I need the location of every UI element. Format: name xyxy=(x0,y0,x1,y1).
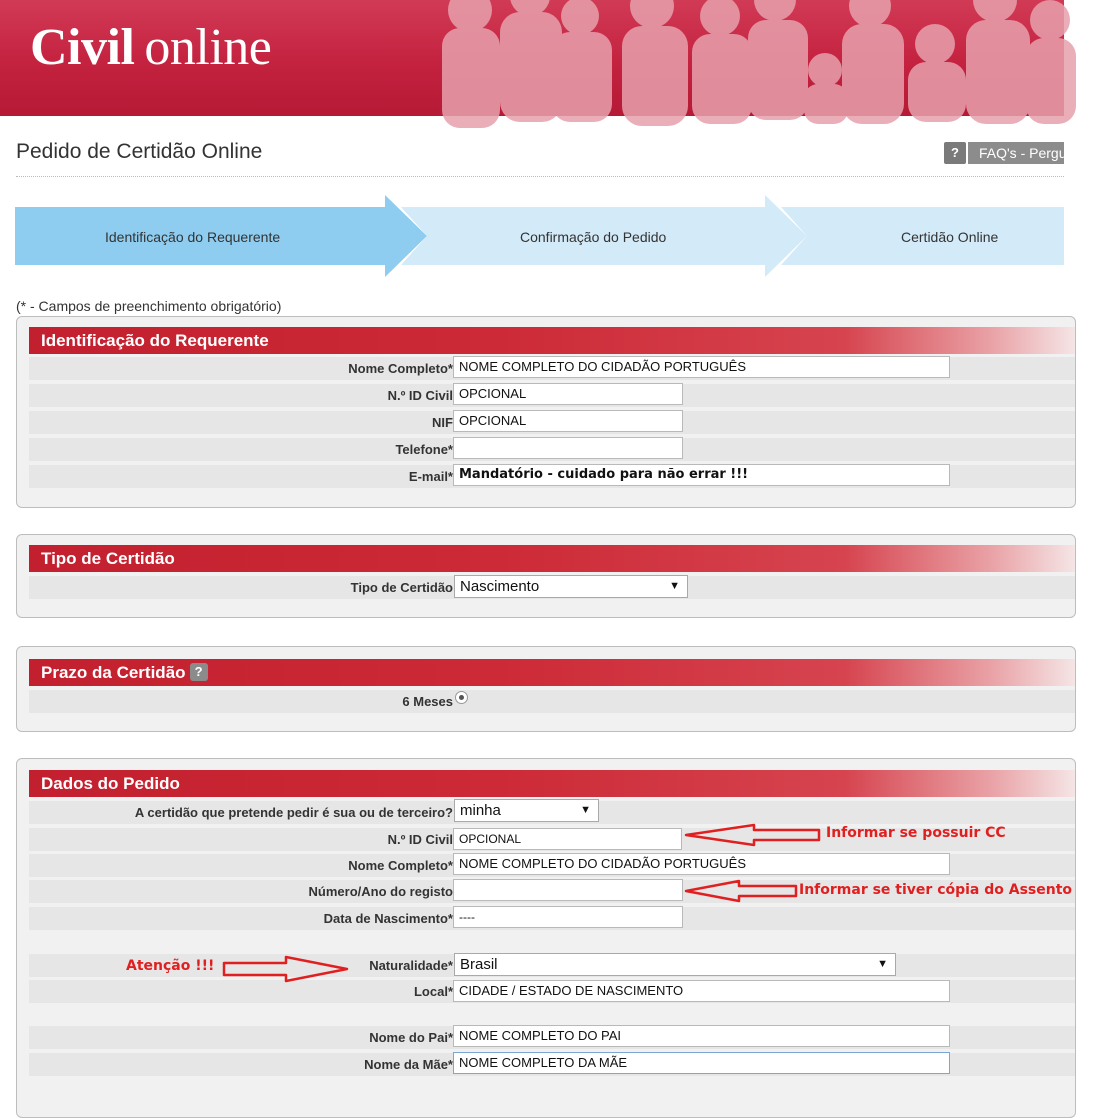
annotation-atencao: Atenção !!! xyxy=(126,958,215,974)
email-label: E-mail* xyxy=(408,469,453,484)
dropdown-arrow-icon: ▼ xyxy=(580,804,591,816)
annotation-arrow-atencao xyxy=(222,957,350,981)
dp-id-civil-input[interactable]: OPCIONAL xyxy=(453,828,682,850)
nif-label: NIF xyxy=(432,415,453,430)
title-divider xyxy=(16,176,1064,177)
logo-normal: online xyxy=(144,19,272,76)
dropdown-arrow-icon: ▼ xyxy=(877,958,888,970)
6-meses-label: 6 Meses xyxy=(402,694,453,709)
dp-nome-completo-input[interactable]: NOME COMPLETO DO CIDADÃO PORTUGUÊS xyxy=(453,853,950,875)
annotation-arrow-assento xyxy=(684,881,799,901)
step-identificacao: Identificação do Requerente xyxy=(105,229,281,245)
dropdown-arrow-icon: ▼ xyxy=(669,580,680,592)
required-fields-note: (* - Campos de preenchimento obrigatório) xyxy=(16,298,282,314)
panel-prazo-certidao xyxy=(16,646,1076,732)
tipo-certidao-select[interactable] xyxy=(454,575,688,598)
progress-steps xyxy=(15,195,1064,277)
data-nascimento-input[interactable]: ---- xyxy=(453,906,683,928)
telefone-label: Telefone* xyxy=(395,442,453,457)
naturalidade-label: Naturalidade* xyxy=(369,958,453,973)
row-6-meses xyxy=(29,690,1075,713)
nome-completo-label: Nome Completo* xyxy=(348,361,453,376)
local-input[interactable]: CIDADE / ESTADO DE NASCIMENTO xyxy=(453,980,950,1002)
step-certidao: Certidão Online xyxy=(901,229,999,245)
help-icon[interactable]: ? xyxy=(190,663,208,681)
tipo-certidao-value: Nascimento xyxy=(460,578,540,595)
email-input[interactable]: Mandatório - cuidado para não errar !!! xyxy=(453,464,950,486)
section-heading xyxy=(29,659,1075,686)
faq-link[interactable]: FAQ's - Perguntas xyxy=(968,142,1064,164)
sua-ou-terceiro-value: minha xyxy=(460,802,501,819)
local-label: Local* xyxy=(413,984,453,999)
nome-pai-input[interactable]: NOME COMPLETO DO PAI xyxy=(453,1025,950,1047)
annotation-cc: Informar se possuir CC xyxy=(826,825,1006,841)
faq-help-icon[interactable]: ? xyxy=(944,142,966,164)
telefone-input[interactable] xyxy=(453,437,683,459)
naturalidade-value: Brasil xyxy=(460,956,498,973)
id-civil-input[interactable]: OPCIONAL xyxy=(453,383,683,405)
civil-online-logo[interactable] xyxy=(30,18,271,78)
6-meses-radio[interactable] xyxy=(455,691,468,704)
tipo-certidao-label: Tipo de Certidão xyxy=(350,580,453,595)
id-civil-label: N.º ID Civil xyxy=(387,388,453,403)
nome-pai-label: Nome do Pai* xyxy=(369,1030,453,1045)
section-heading: Identificação do Requerente xyxy=(29,327,1075,354)
nome-mae-label: Nome da Mãe* xyxy=(364,1057,453,1072)
nome-completo-input[interactable]: NOME COMPLETO DO CIDADÃO PORTUGUÊS xyxy=(453,356,950,378)
dp-id-civil-label: N.º ID Civil xyxy=(387,832,453,847)
numero-ano-registo-input[interactable] xyxy=(453,879,683,901)
prazo-heading-text: Prazo da Certidão xyxy=(41,663,186,682)
logo-bold: Civil xyxy=(30,19,135,76)
section-heading: Dados do Pedido xyxy=(29,770,1075,797)
nif-input[interactable]: OPCIONAL xyxy=(453,410,683,432)
dp-nome-completo-label: Nome Completo* xyxy=(348,858,453,873)
section-heading: Tipo de Certidão xyxy=(29,545,1075,572)
people-silhouettes-image xyxy=(430,0,1064,116)
header-banner xyxy=(0,0,1064,116)
annotation-arrow-cc xyxy=(684,825,824,845)
sua-ou-terceiro-select[interactable] xyxy=(454,799,599,822)
page-title: Pedido de Certidão Online xyxy=(16,140,263,163)
naturalidade-select[interactable] xyxy=(454,953,896,976)
sua-ou-terceiro-label: A certidão que pretende pedir é sua ou de terceiro? xyxy=(134,805,453,820)
annotation-assento: Informar se tiver cópia do Assento xyxy=(799,882,1073,898)
nome-mae-input[interactable]: NOME COMPLETO DA MÃE xyxy=(453,1052,950,1074)
data-nascimento-label: Data de Nascimento* xyxy=(323,911,453,926)
step-confirmacao: Confirmação do Pedido xyxy=(520,229,667,245)
numero-ano-registo-label: Número/Ano do registo xyxy=(308,884,453,899)
